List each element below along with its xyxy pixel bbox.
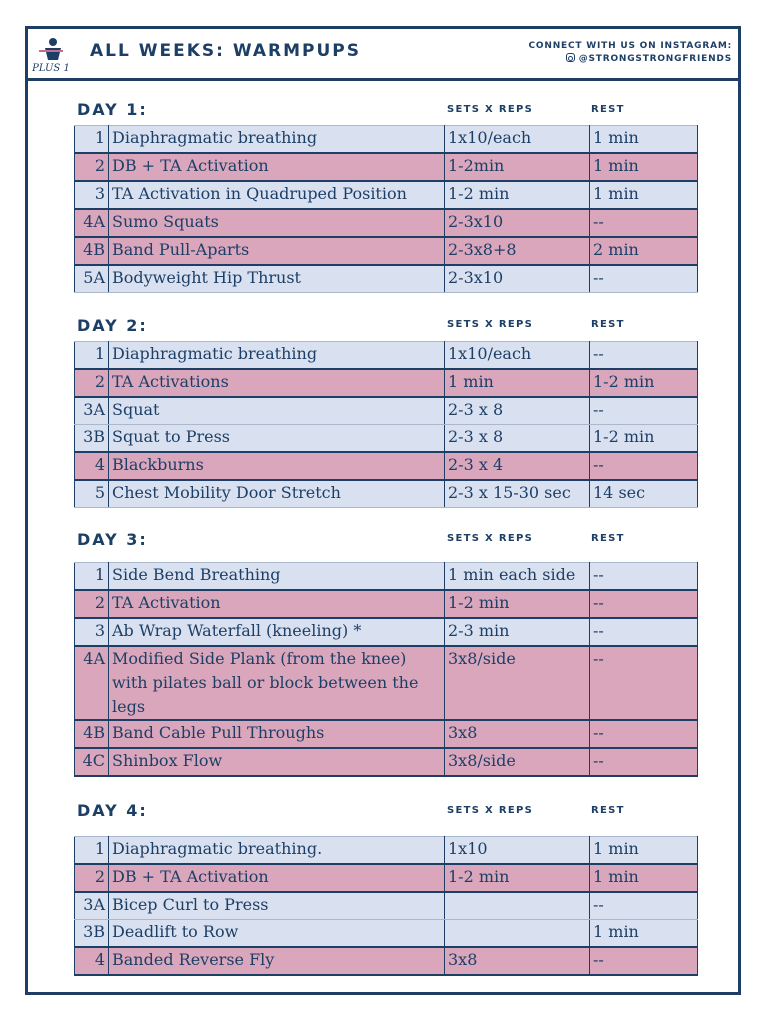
table-row <box>75 646 698 720</box>
exercise-name: Chest Mobility Door Stretch <box>109 480 445 508</box>
rest-time: -- <box>590 646 698 720</box>
rest-time: -- <box>590 342 698 370</box>
sets-reps: 1 min each side <box>445 563 590 591</box>
day-1-table <box>74 125 698 293</box>
exercise-name: TA Activations <box>109 369 445 397</box>
day-4-table <box>74 836 698 976</box>
row-number: 4C <box>75 748 109 776</box>
table-row <box>75 920 698 948</box>
rest-time: 1 min <box>590 181 698 209</box>
exercise-name: Band Pull-Aparts <box>109 237 445 265</box>
table-row <box>75 480 698 508</box>
row-number: 2 <box>75 369 109 397</box>
exercise-name: Diaphragmatic breathing. <box>109 837 445 865</box>
sets-reps: 2-3 x 4 <box>445 452 590 480</box>
table-row <box>75 892 698 920</box>
header-divider <box>25 78 741 81</box>
table-row <box>75 369 698 397</box>
rest-time: 1 min <box>590 864 698 892</box>
sets-reps <box>445 920 590 948</box>
sets-reps: 1-2 min <box>445 864 590 892</box>
rest-time: -- <box>590 563 698 591</box>
exercise-name: Shinbox Flow <box>109 748 445 776</box>
row-number: 1 <box>75 837 109 865</box>
exercise-name: Modified Side Plank (from the knee) with pilates ball or block between the legs <box>109 646 445 720</box>
rest-time: -- <box>590 265 698 293</box>
table-row <box>75 342 698 370</box>
rest-time: 1 min <box>590 126 698 154</box>
exercise-name: Side Bend Breathing <box>109 563 445 591</box>
row-number: 2 <box>75 153 109 181</box>
sets-reps: 1 min <box>445 369 590 397</box>
table-row <box>75 126 698 154</box>
row-number: 4B <box>75 720 109 748</box>
rest-time: 14 sec <box>590 480 698 508</box>
day-2-heading: DAY 2: <box>77 316 148 335</box>
row-number: 3A <box>75 397 109 425</box>
day-1-rest-header: REST <box>591 104 625 115</box>
day-4-sets-header: SETS X REPS <box>447 805 534 816</box>
rest-time: 1-2 min <box>590 369 698 397</box>
row-number: 3A <box>75 892 109 920</box>
sets-reps: 3x8/side <box>445 646 590 720</box>
row-number: 4A <box>75 646 109 720</box>
table-row <box>75 563 698 591</box>
row-number: 4A <box>75 209 109 237</box>
day-2-rest-header: REST <box>591 319 625 330</box>
row-number: 2 <box>75 590 109 618</box>
day-3-table <box>74 562 698 777</box>
exercise-name: DB + TA Activation <box>109 153 445 181</box>
exercise-name: Diaphragmatic breathing <box>109 342 445 370</box>
row-number: 3 <box>75 181 109 209</box>
instagram-icon <box>566 53 575 62</box>
row-number: 5A <box>75 265 109 293</box>
rest-time: -- <box>590 590 698 618</box>
table-row <box>75 209 698 237</box>
exercise-name: Blackburns <box>109 452 445 480</box>
day-3-heading: DAY 3: <box>77 530 148 549</box>
exercise-name: Deadlift to Row <box>109 920 445 948</box>
sets-reps: 1-2 min <box>445 590 590 618</box>
table-row <box>75 720 698 748</box>
sets-reps: 1x10/each <box>445 342 590 370</box>
row-number: 4 <box>75 947 109 975</box>
row-number: 3B <box>75 425 109 453</box>
rest-time: -- <box>590 720 698 748</box>
day-2-sets-header: SETS X REPS <box>447 319 534 330</box>
rest-time: -- <box>590 397 698 425</box>
table-row <box>75 947 698 975</box>
exercise-name: Band Cable Pull Throughs <box>109 720 445 748</box>
table-row <box>75 425 698 453</box>
row-number: 3 <box>75 618 109 646</box>
sets-reps <box>445 892 590 920</box>
row-number: 2 <box>75 864 109 892</box>
row-number: 4B <box>75 237 109 265</box>
table-row <box>75 618 698 646</box>
table-row <box>75 153 698 181</box>
day-1-heading: DAY 1: <box>77 100 148 119</box>
exercise-name: Bodyweight Hip Thrust <box>109 265 445 293</box>
sets-reps: 2-3x10 <box>445 265 590 293</box>
table-row <box>75 181 698 209</box>
sets-reps: 2-3x10 <box>445 209 590 237</box>
rest-time: 1 min <box>590 920 698 948</box>
connect-label: CONNECT WITH US ON INSTAGRAM: <box>528 41 732 51</box>
sets-reps: 3x8/side <box>445 748 590 776</box>
sets-reps: 1x10/each <box>445 126 590 154</box>
row-number: 5 <box>75 480 109 508</box>
table-row <box>75 237 698 265</box>
exercise-name: Banded Reverse Fly <box>109 947 445 975</box>
table-row <box>75 265 698 293</box>
exercise-name: TA Activation <box>109 590 445 618</box>
sets-reps: 1x10 <box>445 837 590 865</box>
rest-time: -- <box>590 892 698 920</box>
sets-reps: 2-3x8+8 <box>445 237 590 265</box>
instagram-connect <box>529 40 732 66</box>
page-title: ALL WEEKS: WARMPUPS <box>90 41 361 61</box>
plus-one-logo <box>31 34 71 74</box>
exercise-name: Sumo Squats <box>109 209 445 237</box>
day-3-rest-header: REST <box>591 533 625 544</box>
sets-reps: 2-3 x 8 <box>445 425 590 453</box>
table-row <box>75 397 698 425</box>
rest-time: -- <box>590 209 698 237</box>
exercise-name: Diaphragmatic breathing <box>109 126 445 154</box>
day-1-sets-header: SETS X REPS <box>447 104 534 115</box>
rest-time: -- <box>590 618 698 646</box>
table-row <box>75 837 698 865</box>
sets-reps: 1-2min <box>445 153 590 181</box>
rest-time: 1-2 min <box>590 425 698 453</box>
instagram-handle[interactable]: @STRONGSTRONGFRIENDS <box>578 54 732 64</box>
rest-time: -- <box>590 452 698 480</box>
sets-reps: 1-2 min <box>445 181 590 209</box>
row-number: 1 <box>75 342 109 370</box>
row-number: 1 <box>75 126 109 154</box>
table-row <box>75 590 698 618</box>
exercise-name: Bicep Curl to Press <box>109 892 445 920</box>
sets-reps: 3x8 <box>445 720 590 748</box>
rest-time: -- <box>590 947 698 975</box>
row-number: 1 <box>75 563 109 591</box>
table-row <box>75 748 698 776</box>
sets-reps: 2-3 x 8 <box>445 397 590 425</box>
svg-text:PLUS 1: PLUS 1 <box>32 63 70 74</box>
table-row <box>75 864 698 892</box>
rest-time: 2 min <box>590 237 698 265</box>
sets-reps: 2-3 x 15-30 sec <box>445 480 590 508</box>
sets-reps: 2-3 min <box>445 618 590 646</box>
rest-time: 1 min <box>590 837 698 865</box>
exercise-name: DB + TA Activation <box>109 864 445 892</box>
exercise-name: Squat to Press <box>109 425 445 453</box>
table-row <box>75 452 698 480</box>
exercise-name: TA Activation in Quadruped Position <box>109 181 445 209</box>
day-4-rest-header: REST <box>591 805 625 816</box>
day-2-table <box>74 341 698 508</box>
day-3-sets-header: SETS X REPS <box>447 533 534 544</box>
exercise-name: Squat <box>109 397 445 425</box>
row-number: 4 <box>75 452 109 480</box>
day-4-heading: DAY 4: <box>77 801 148 820</box>
row-number: 3B <box>75 920 109 948</box>
rest-time: -- <box>590 748 698 776</box>
exercise-name: Ab Wrap Waterfall (kneeling) * <box>109 618 445 646</box>
sets-reps: 3x8 <box>445 947 590 975</box>
rest-time: 1 min <box>590 153 698 181</box>
